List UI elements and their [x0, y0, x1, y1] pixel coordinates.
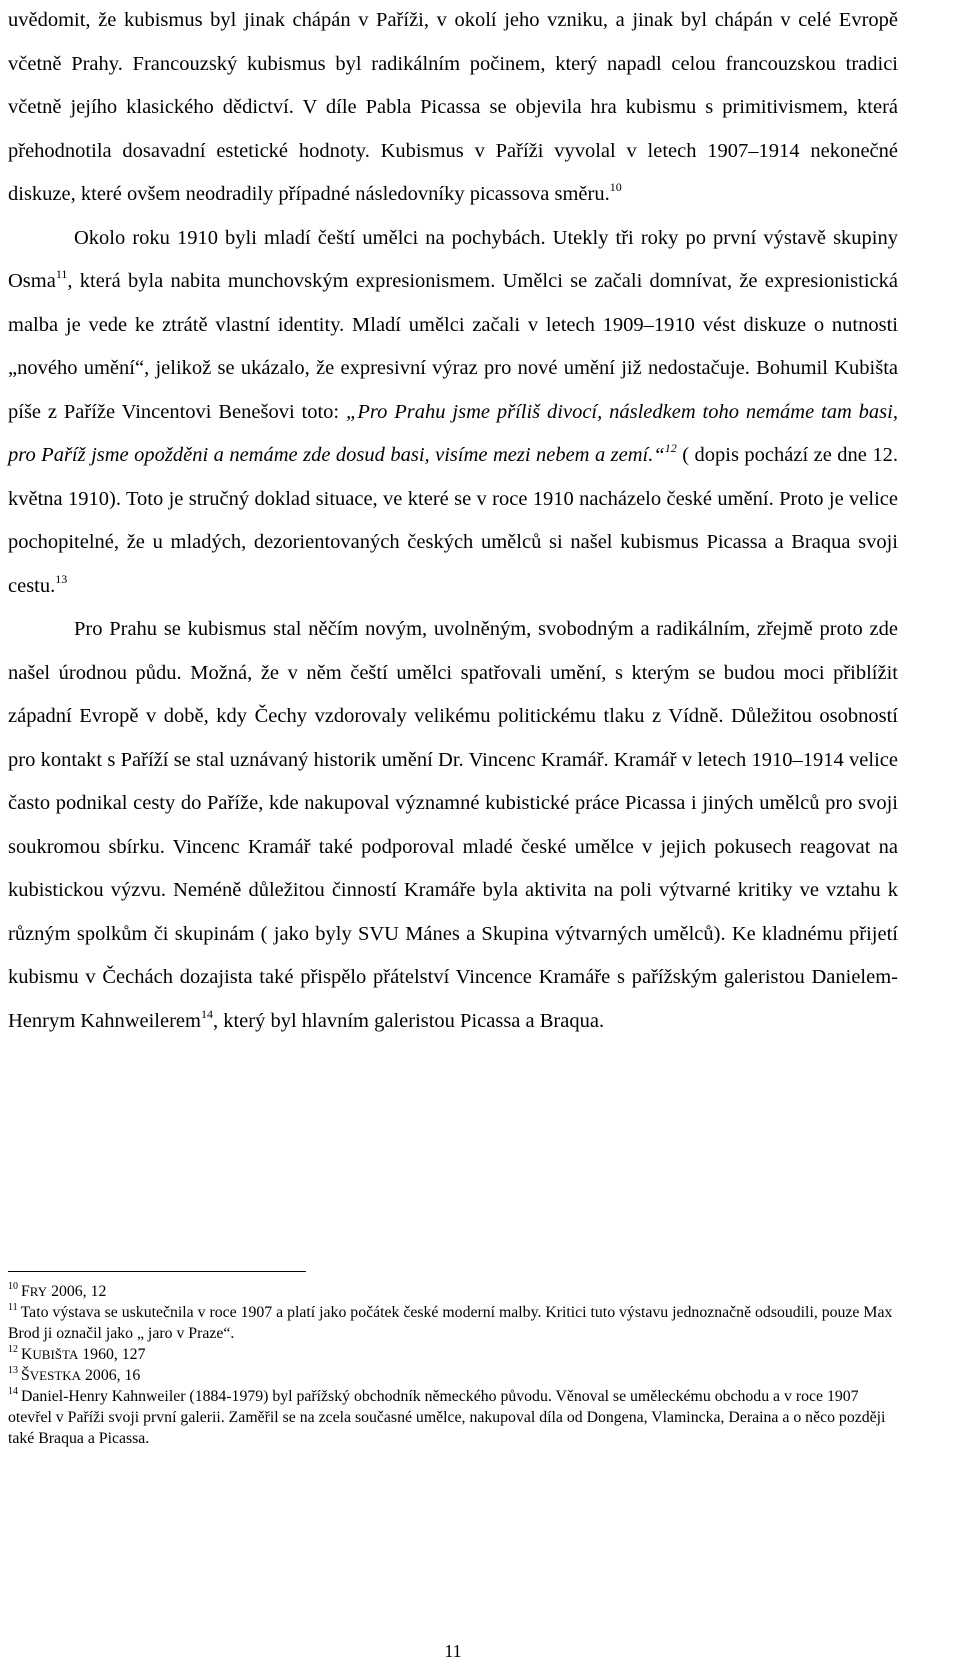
- main-text: [8, 0, 898, 1043]
- paragraph-2: [8, 217, 898, 609]
- quotation-kubista: „Pro Prahu jsme příliš divocí, následkem toho nemáme tam basi, pro Paříž jsme opožděni a nemáme zde dosud basi, visíme mezi nebem a zemí.“: [8, 400, 898, 466]
- footnote-text: 2006, 16: [81, 1367, 141, 1384]
- footnote-text: 2006, 12: [47, 1283, 107, 1300]
- footnote-reference-12: 12: [664, 441, 677, 455]
- footnote-text: Daniel-Henry Kahnweiler (1884-1979) byl pařížský obchodník německého původu. Věnoval se uměleckému obchodu a v roce 1907 otevřel v Paříži svoji první galerii. Zaměřil se na zcela současné umělce, nakupoval díla od Dongena, Vlamincka, Deraina a o něco později také Braqua a Picassa.: [8, 1388, 886, 1447]
- footnote-12: [8, 1344, 898, 1365]
- footnote-reference-13: 13: [55, 571, 68, 586]
- paragraph-text: , která byla nabita munchovským expresionismem. Umělci se začali domnívat, že expresionistická malba je vede ke ztrátě vlastní identity. Mladí umělci začali v letech 1909–1910 vést diskuze o nutnosti „nového umění“, jelikož se ukázalo, že expresivní výraz pro nové umění již nedostačuje. Bohumil Kubišta píše z Paříže Vincentovi Benešovi toto:: [8, 270, 898, 423]
- footnote-number: 14: [8, 1386, 18, 1397]
- footnote-number: 13: [8, 1365, 18, 1376]
- footnote-author-initial: Š: [21, 1367, 30, 1384]
- footnote-author-rest: UBIŠTA: [32, 1347, 79, 1362]
- footnote-14: [8, 1386, 898, 1449]
- paragraph-text: ( dopis pochází ze dne 12. května 1910). Toto je stručný doklad situace, ve které se v roce 1910 nacházelo české umění. Proto je velice pochopitelné, že u mladých, dezorientovaných českých umělců si našel kubismus Picassa a Braqua svoji cestu.: [8, 444, 898, 597]
- paragraph-3: [8, 608, 898, 1043]
- footnote-number: 10: [8, 1281, 18, 1292]
- paragraph-text: , který byl hlavním galeristou Picassa a Braqua.: [212, 1009, 605, 1032]
- footnote-number: 11: [8, 1302, 18, 1313]
- footnote-13: [8, 1365, 898, 1386]
- footnote-author-initial: F: [21, 1283, 30, 1300]
- footnote-text: 1960, 127: [78, 1346, 146, 1363]
- footnote-author-rest: RY: [29, 1284, 48, 1299]
- paragraph-text: Pro Prahu se kubismus stal něčím novým, uvolněným, svobodným a radikálním, zřejmě proto zde našel úrodnou půdu. Možná, že v něm čeští umělci spatřovali umění, s kterým se budou moci přiblížit západní Evropě v době, kdy Čechy vzdorovaly velikému politickému tlaku z Vídně. Důležitou osobností pro kontakt s Paříží se stal uznávaný historik umění Dr. Vincenc Kramář. Kramář v letech 1910–1914 velice často podnikal cesty do Paříže, kde nakupoval významné kubistické práce Picassa i jiných umělců pro svoji soukromou sbírku. Vincenc Kramář také podporoval mladé české umělce v jejich pokusech reagovat na kubistickou výzvu. Neméně důležitou činností Kramáře byla aktivita na poli výtvarné kritiky ve vztahu k různým spolkům či skupinám ( jako byly SVU Mánes a Skupina výtvarných umělců). Ke kladnému přijetí kubismu v Čechách dozajista také přispělo přátelství Vincence Kramáře s pařížským galeristou Danielem-Henrym Kahnweilerem: [8, 618, 898, 1032]
- footnote-10: [8, 1281, 898, 1302]
- footnote-reference-11: 11: [55, 267, 68, 281]
- footnote-author-initial: K: [21, 1346, 33, 1363]
- footnote-reference-14: 14: [200, 1006, 213, 1021]
- paragraph-1: [8, 0, 898, 217]
- footnote-author-rest: VESTKA: [29, 1368, 82, 1383]
- footnote-text: Tato výstava se uskutečnila v roce 1907 a platí jako počátek české moderní malby. Kritici tuto výstavu jednoznačně odsoudili, pouze Max Brod ji označil jako „ jaro v Praze“.: [8, 1304, 893, 1342]
- document-page: [8, 0, 898, 1675]
- footnote-11: [8, 1302, 898, 1344]
- footnotes: [8, 1281, 898, 1449]
- footnote-number: 12: [8, 1344, 18, 1355]
- footnote-reference-10: 10: [609, 180, 622, 194]
- page-number: 11: [444, 1641, 462, 1661]
- paragraph-text: uvědomit, že kubismus byl jinak chápán v Paříži, v okolí jeho vzniku, a jinak byl chápán v celé Evropě včetně Prahy. Francouzský kubismus byl radikálním počinem, který napadl celou francouzskou tradici včetně jejího klasického dědictví. V díle Pabla Picassa se objevila hra kubismu s primitivismem, která přehodnotila dosavadní estetické hodnoty. Kubismus v Paříži vyvolal v letech 1907–1914 nekonečné diskuze, které ovšem neodradily případné následovníky picassova směru.: [8, 9, 898, 205]
- paragraph-text: Okolo roku 1910 byli mladí čeští umělci na pochybách. Utekly tři roky po první výstavě skupiny Osma: [8, 226, 898, 292]
- footnote-separator: [8, 1271, 306, 1272]
